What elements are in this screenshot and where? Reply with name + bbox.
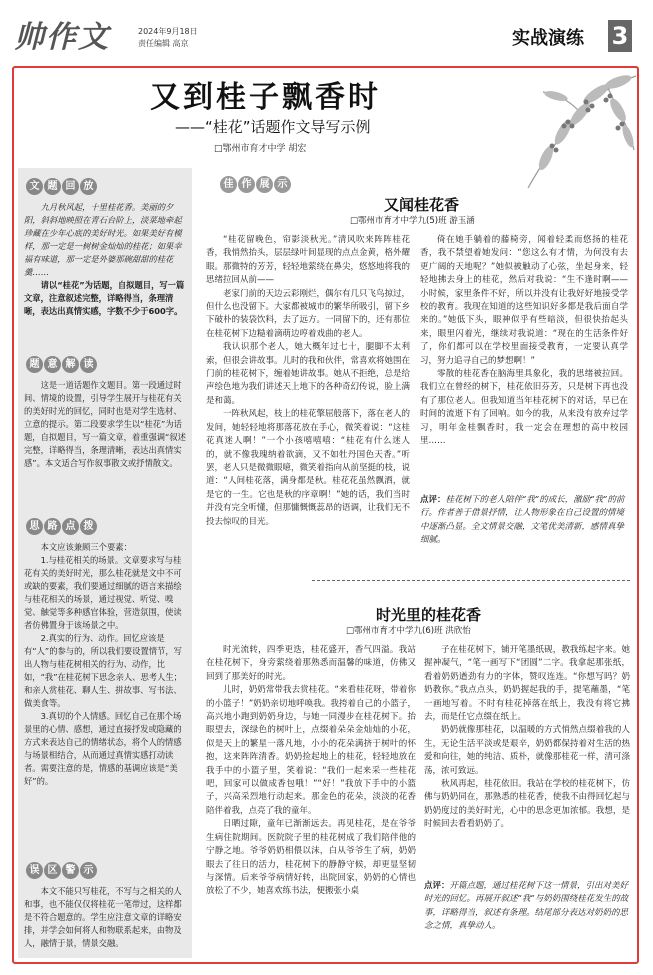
topic-block [22,168,188,318]
article-title: 又到桂子飘香时 [150,80,381,115]
topic-heading: 文 题 回 放 [26,174,98,195]
analysis-text: 这是一道话题作文题目。第一段通过时间、情境的设置，引导学生展开与桂花有关的美好时光的回忆，同时也是对学生选材、立意的提示。第二段要求学生以“桂花”为话题，自拟题目，写一篇文章，着重强调“叙述完整，详略得当，条理清晰，表达出真情实感”。本文适合写作叙事散文或抒情散文。 [24,380,186,468]
tips-item-3: 3.真切的个人情感。回忆自己在那个场景里的心情、感想，通过直接抒发或隐藏的方式来表达自己的情绪状态，将个人的情感与场景相结合，从而通过真情实感打动读者。需要注意的是，情感的基调应该是“美好”的。 [24,711,182,786]
article-subtitle: ——“桂花”话题作文导写示例 [175,118,371,136]
essay2-column-left [206,644,416,958]
essay2-paragraph: 奶奶就像那桂花，以温暖的方式悄然点缀着我的人生，无论生活平淡或是艰辛，奶奶都保持着对生活的热爱和向往，她的纯洁、质朴，就像那桂花一样，清可涤荡，浓可致远。 [424,725,630,776]
essay1-paragraph: 老家门前的天边云彩刚烂，偶尔有几只飞鸟掠过，但什么也没留下。大家都被城市的繁华所吸引，留下乡下破朴的装袋饮料，去了远方。一同留下的，还有那位在桂花树下边糙着滴萌边哼着戏曲的老人。 [206,288,410,339]
issue-editor: 责任编辑 高京 [138,39,189,48]
essay1-paragraph: 一阵秋风起，枝上的桂花擎屈般落下，落在老人的发间，她轻轻地将那落花放在手心，微笑着说：“这桂花真迷人啊！”一个小孩嘻嘻嘻：“桂花有什么迷人的，就不像我瑰纳着欲滴，又不如牡丹国色天香。”听罢，老人只是微微眼噫，微笑着指向从前坚挺的枝，说道：“人间桂花落，满身都是秋。桂花花虽然飘洒，就是它的一生。它也是秋的序章啊！”她的话，我们当时并没有完全听懂，但那慵慨慨蕊昂的语调，让我们无不投去惊叹的目光。 [206,409,410,527]
essay2-paragraph: 子在桂花树下，铺开笔墨纸砚，教我练起字来。她握神凝气，“笔一画写下“团圆”二字。我拿起那张纸，看着奶奶遒劲有力的字体，赞叹连连。“你想写吗？奶奶教你。”我点点头，奶奶握起我的手，提笔蘸墨，“笔一画地写着。不时有桂花掉落在纸上，我没有将它拂去，而是任它点缀在纸上。 [424,645,630,723]
analysis-heading: 题 意 解 读 [26,352,98,373]
essay1-title: 又闻桂花香 [384,196,460,214]
essays-heading: 佳 作 展 示 [220,172,292,193]
section-title: 实战演练 [512,28,584,49]
essay2-column-right [424,644,630,858]
essay2-comment [424,880,630,934]
essay1-paragraph: 倚在她手躺着的藤椅旁，闻着轻柔而悠扬的桂花香，我不禁望着她发问：“您这么有才情，为何没有去更广阔的天地呢？”她似被触动了心弦，坐起身来，轻轻地拂去身上的桂花，然后对我说：“生不逢时啊——小时候，家里条件不好，所以并没有让我好好地接受学校的教育。我现在知道的这些知识好多都是我后面自学来的。”她低下头，眼神似乎有些暗淡，但很快抬起头来，眼里闪着光，继续对我说道：“现在的生活条件好了，你们都可以在学校里面接受教育，一定要认真学习，努力追寻自己的梦想啊！” [420,235,628,366]
analysis-block [22,346,188,470]
essay1-paragraph: 零散的桂花香在脑海里具象化，我的思绪被拉回。我们立在曾经的树下，桂花依旧芬芳，只是树下再也没有了那位老人。但我知道当年桂花树下的对话，早已在时间的流逝下有了回响。如今的我，从来没有放弃过学习，明年金桂飘香时，我一定会在理想的高中校园里…… [420,369,628,447]
essay1-comment-label: 点评： [420,495,446,505]
essay2-author: □鄂州市育才中学九(6)班 洪欣怡 [346,626,471,636]
essay1-paragraph: 我认识那个老人，她大概年过七十，腿脚不太利索，但很会讲故事。儿时的我和伙伴，常喜欢将她围在门前的桂花树下，缠着她讲故事。她从不拒绝，总是给声绘色地为我们讲述天上地下的各种奇幻传说，脸上满是和蔼。 [206,342,410,406]
essay1-author: □鄂州市育才中学九(5)班 游玉涵 [350,216,475,226]
essay2-title: 时光里的桂花香 [376,606,482,624]
warning-heading: 误 区 警 示 [26,858,98,879]
essay2-comment-text: 开篇点题，通过桂花树下这一情景，引出对美好时光的回忆。再展开叙述“我”与奶奶围绕桂花发生的故事，详略得当，叙述有条理。结尾部分表达对奶奶的思念之情，真挚动人。 [424,881,629,932]
topic-poem: 九月秋风起，十里桂花香。美丽的夕阳，斜斜地映照在青石台阶上，淡菜地牵起珍藏在少年心底的美好时光。如果美好有模样，那一定是一树树金灿灿的桂花；如果幸福有味道，那一定是外婆那碗甜甜的桂花羹…… [24,202,182,277]
warning-block [22,852,188,950]
issue-date: 2024年9月18日 [138,27,198,36]
essay2-comment-label: 点评： [424,881,450,891]
page-header [0,0,653,62]
essay-divider [312,580,630,581]
essay2-paragraph: 日晒过隙，童年已渐渐远去。再见桂花，是在爷爷生病住院期间。医院院子里的桂花树成了我们陪伴他的宁静之地。爷爷奶奶相偎以沫，白从爷爷生了病，奶奶眼去了往日的活力，桂花树下的静静守候，却更显坚韧与深情。后来爷爷病情好转，出院回家，奶奶的心情也放松了不少，她喜欢练书法，便搬张小桌 [206,819,416,897]
essay1-column-right [420,234,628,482]
topic-prompt: 请以“桂花”为话题，自拟题目，写一篇文章，注意叙述完整，详略得当，条理清晰，表达出真情实感，字数不少于600字。 [24,280,185,316]
sidebar [18,168,192,958]
warning-text: 本文不能只写桂花，不写与之相关的人和事，也不能仅仅将桂花一笔带过，这样都是不符合题意的。学生应注意文章的详略安排，并学会如何将人和物联系起来，由物及人，融情于景，情景交融。 [24,886,182,948]
tips-intro: 本文应该兼顾三个要素： [40,542,132,552]
essay1-paragraph: “桂花留晚色，帘影淡秋光。”清风吹来阵阵桂花香，我悄然抬头，层层绿叶间显现的点点金黄，格外耀眼。那微特的芳芳，轻轻地萦绕在鼻尖，悠悠地将我的思绪拉回从前—— [206,235,410,286]
issue-meta [138,26,198,50]
tips-block [22,508,188,788]
brand-logo: 帅作文 [14,20,110,55]
page-number: 3 [608,20,632,52]
essay1-comment-text: 桂花树下的老人陪伴“我”的成长，激励“我”的前行。作者善于借景抒情，让人物形象在自己设置的情境中逐渐凸显。全文情景交融，文笔优美清新，感情真挚细腻。 [420,495,625,546]
tips-item-2: 2.真实的行为、动作。回忆应该是有“人”的参与的，所以我们要设置情节，写出人物与桂花树相关的行为、动作，比如，“我”在桂花树下思念亲人、思考人生；和亲人赏桂花、聊人生、拼故事、写书法、做美食等。 [24,633,182,708]
essay2-paragraph: 时光流转，四季更迭，桂花盛开，香气四溢。我站在桂花树下，身旁萦绕着那熟悉而温馨的味道，仿佛又回到了那美好的时光。 [206,645,416,682]
osmanthus-illustration [468,70,636,200]
essay2-paragraph: 秋风再起，桂花依旧。我站在学校的桂花树下，仿佛与奶奶同在，那熟悉的桂花香，使我不由得回忆起与奶奶度过的美好时光，心中的思念更加浓郁。我想，是时候回去看看奶奶了。 [424,779,630,830]
tips-heading: 思 路 点 拨 [26,514,98,535]
essay1-column-left [206,234,410,578]
essay1-comment [420,494,628,548]
essay2-paragraph: 儿时，奶奶常带我去赏桂花。“来看桂花呀，带着你的小篮子！”奶奶亲切地呼唤我。我挎着自己的小篮子，高兴地小跑到奶奶身边，与她一同漫步在桂花树下。抬眼望去，深绿色的树叶上，点缀着朵朵金灿灿的小花，似是天上的繁星一落凡地，小小的花朵满挤于树叶的怀抱，这来阵阵清香。奶奶捡起地上的桂花，轻轻地放在我手中的小篮子里，笑着说：“我们一起来采一些桂花吧，回家可以做成香包哦！”“好！”我放下手中的小篮子，兴高采烈地行动起来。那金色的花朵，淡淡的花香陪伴着我，点亮了我的童年。 [206,685,416,816]
tips-item-1: 1.与桂花相关的场景。文章要求写与桂花有关的美好时光，那么桂花就是文中不可或缺的要素，我们要通过细腻的语言来描绘与桂花相关的场景，通过视觉、听觉、嗅觉、触觉等多种感官体验，营造氛围，使读者仿佛置身于该场景之中。 [24,555,182,630]
article-author: □鄂州市育才中学 胡宏 [214,144,307,154]
